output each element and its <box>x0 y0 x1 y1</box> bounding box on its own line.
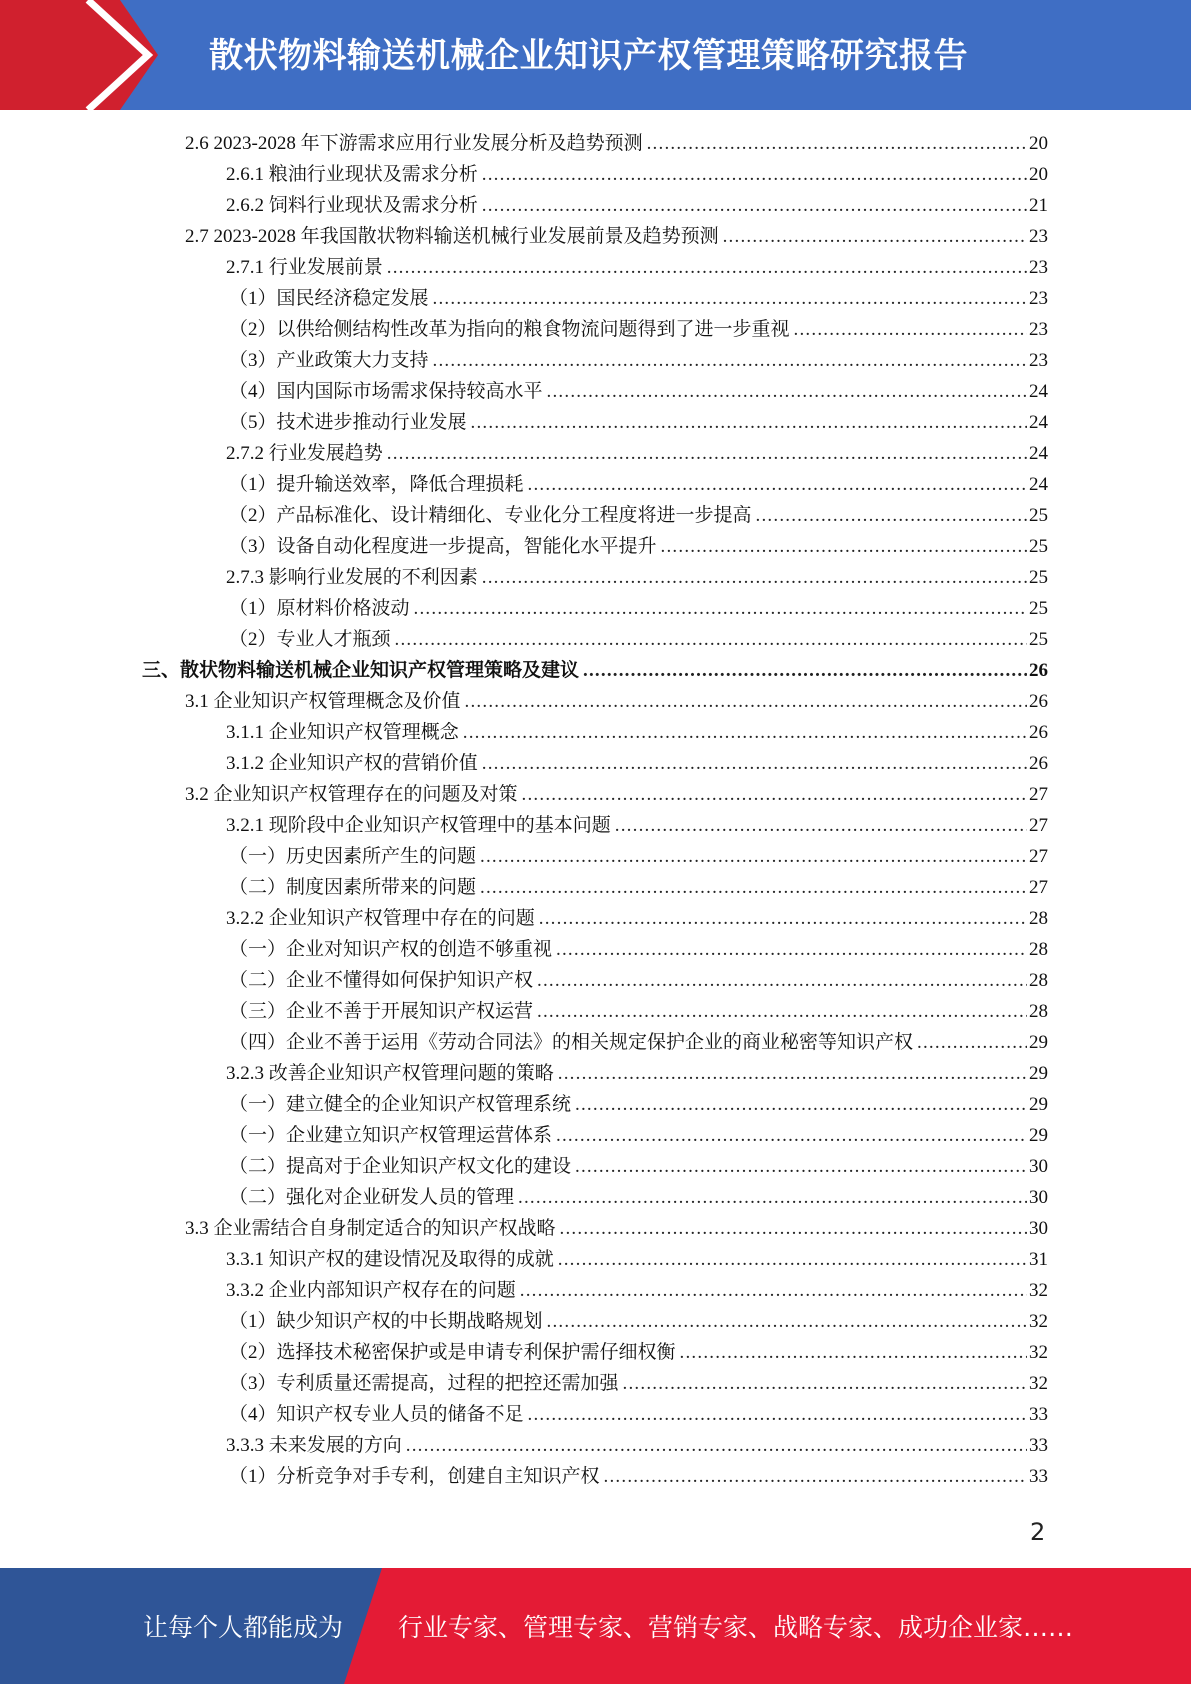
toc-dot-leader <box>471 407 1027 438</box>
footer-slogan-left: 让每个人都能成为 <box>143 1613 344 1642</box>
toc-entry-page: 23 <box>1029 319 1048 340</box>
toc-entry-title: （二）强化对企业研发人员的管理 <box>229 1187 515 1208</box>
toc-dot-leader <box>528 469 1027 500</box>
toc-dot-leader <box>480 872 1027 903</box>
toc-dot-leader <box>537 965 1027 996</box>
toc-entry-title: 2.6.1 粮油行业现状及需求分析 <box>226 164 478 185</box>
toc-dot-leader <box>406 1430 1027 1461</box>
toc-dot-leader <box>482 190 1027 221</box>
toc-entry-title: （1）国民经济稳定发展 <box>229 288 429 309</box>
toc-entry[interactable] <box>226 810 1048 841</box>
toc-dot-leader <box>560 1213 1027 1244</box>
toc-dot-leader <box>395 624 1027 655</box>
toc-entry[interactable] <box>229 407 1048 438</box>
toc-entry[interactable] <box>229 1368 1048 1399</box>
toc-dot-leader <box>547 376 1027 407</box>
toc-entry-page: 25 <box>1029 567 1048 588</box>
toc-entry[interactable] <box>229 996 1048 1027</box>
toc-entry[interactable] <box>229 1306 1048 1337</box>
toc-entry-page: 26 <box>1029 691 1048 712</box>
toc-entry-page: 28 <box>1029 970 1048 991</box>
toc-dot-leader <box>518 1182 1027 1213</box>
toc-entry-page: 29 <box>1029 1063 1048 1084</box>
toc-dot-leader <box>433 345 1027 376</box>
toc-entry-title: 3.1.1 企业知识产权管理概念 <box>226 722 459 743</box>
toc-entry[interactable] <box>185 1213 1048 1244</box>
toc-entry[interactable] <box>229 1399 1048 1430</box>
toc-dot-leader <box>615 810 1027 841</box>
toc-dot-leader <box>463 717 1027 748</box>
toc-entry-page: 20 <box>1029 133 1048 154</box>
toc-entry-page: 24 <box>1029 381 1048 402</box>
toc-entry-title: 3.3 企业需结合自身制定适合的知识产权战略 <box>185 1218 556 1239</box>
toc-entry-title: 3.2 企业知识产权管理存在的问题及对策 <box>185 784 518 805</box>
toc-entry-title: （3）专利质量还需提高，过程的把控还需加强 <box>229 1373 619 1394</box>
toc-dot-leader <box>680 1337 1027 1368</box>
toc-entry-title: 3.3.1 知识产权的建设情况及取得的成就 <box>226 1249 554 1270</box>
toc-entry-page: 32 <box>1029 1280 1048 1301</box>
toc-entry[interactable] <box>185 221 1048 252</box>
toc-dot-leader <box>387 252 1027 283</box>
toc-entry[interactable] <box>229 1120 1048 1151</box>
toc-entry[interactable] <box>229 624 1048 655</box>
toc-entry-title: （5）技术进步推动行业发展 <box>229 412 467 433</box>
toc-dot-leader <box>433 283 1027 314</box>
toc-entry-page: 27 <box>1029 784 1048 805</box>
toc-entry-page: 32 <box>1029 1342 1048 1363</box>
toc-entry-title: 3.3.2 企业内部知识产权存在的问题 <box>226 1280 516 1301</box>
toc-entry-title: （一）历史因素所产生的问题 <box>229 846 477 867</box>
toc-entry[interactable] <box>229 1027 1048 1058</box>
toc-entry-title: （1）原材料价格波动 <box>229 598 410 619</box>
toc-entry-page: 28 <box>1029 1001 1048 1022</box>
toc-entry[interactable] <box>229 1151 1048 1182</box>
toc-entry[interactable] <box>226 1275 1048 1306</box>
toc-entry-title: （3）产业政策大力支持 <box>229 350 429 371</box>
toc-entry[interactable] <box>229 965 1048 996</box>
toc-entry[interactable] <box>229 593 1048 624</box>
toc-dot-leader <box>522 779 1027 810</box>
toc-entry-page: 23 <box>1029 226 1048 247</box>
toc-dot-leader <box>465 686 1027 717</box>
toc-entry-title: （四）企业不善于运用《劳动合同法》的相关规定保护企业的商业秘密等知识产权 <box>229 1032 914 1053</box>
toc-entry-page: 30 <box>1029 1187 1048 1208</box>
toc-dot-leader <box>528 1399 1027 1430</box>
toc-dot-leader <box>604 1461 1027 1492</box>
toc-entry-page: 27 <box>1029 815 1048 836</box>
toc-entry-page: 30 <box>1029 1156 1048 1177</box>
toc-entry-title: （1）缺少知识产权的中长期战略规划 <box>229 1311 543 1332</box>
toc-dot-leader <box>539 903 1027 934</box>
toc-entry-title: （3）设备自动化程度进一步提高，智能化水平提升 <box>229 536 657 557</box>
toc-entry-page: 23 <box>1029 257 1048 278</box>
toc-entry-page: 33 <box>1029 1404 1048 1425</box>
toc-dot-leader <box>480 841 1027 872</box>
toc-entry-title: 2.7 2023-2028 年我国散状物料输送机械行业发展前景及趋势预测 <box>185 226 719 247</box>
toc-dot-leader <box>794 314 1027 345</box>
toc-dot-leader <box>623 1368 1027 1399</box>
toc-entry-page: 25 <box>1029 505 1048 526</box>
toc-entry[interactable] <box>229 1182 1048 1213</box>
toc-dot-leader <box>583 655 1027 686</box>
toc-entry[interactable] <box>229 500 1048 531</box>
toc-entry[interactable] <box>229 841 1048 872</box>
toc-entry[interactable] <box>229 1089 1048 1120</box>
toc-entry-title: 3.2.3 改善企业知识产权管理问题的策略 <box>226 1063 554 1084</box>
toc-entry-page: 25 <box>1029 536 1048 557</box>
toc-entry-page: 20 <box>1029 164 1048 185</box>
toc-entry[interactable] <box>226 748 1048 779</box>
toc-dot-leader <box>414 593 1027 624</box>
toc-entry[interactable] <box>229 531 1048 562</box>
toc-entry-title: （二）提高对于企业知识产权文化的建设 <box>229 1156 572 1177</box>
toc-entry-page: 33 <box>1029 1466 1048 1487</box>
document-title: 散状物料输送机械企业知识产权管理策略研究报告 <box>209 36 968 76</box>
toc-dot-leader <box>482 748 1027 779</box>
toc-entry[interactable] <box>229 934 1048 965</box>
header-red-chevron <box>0 0 158 110</box>
toc-entry[interactable] <box>226 1430 1048 1461</box>
toc-entry-title: 2.6 2023-2028 年下游需求应用行业发展分析及趋势预测 <box>185 133 643 154</box>
footer-slogan-right: 行业专家、管理专家、营销专家、战略专家、成功企业家…… <box>398 1613 1074 1642</box>
toc-entry-page: 26 <box>1029 722 1048 743</box>
toc-entry-page: 30 <box>1029 1218 1048 1239</box>
toc-dot-leader <box>558 1244 1027 1275</box>
toc-dot-leader <box>547 1306 1027 1337</box>
toc-entry-title: 2.7.1 行业发展前景 <box>226 257 383 278</box>
toc-entry-page: 29 <box>1029 1032 1048 1053</box>
toc-dot-leader <box>387 438 1027 469</box>
toc-entry[interactable] <box>226 1058 1048 1089</box>
toc-entry-title: （4）国内国际市场需求保持较高水平 <box>229 381 543 402</box>
toc-entry-title: （2）产品标准化、设计精细化、专业化分工程度将进一步提高 <box>229 505 752 526</box>
toc-dot-leader <box>661 531 1027 562</box>
toc-entry-title: （二）企业不懂得如何保护知识产权 <box>229 970 534 991</box>
toc-entry-title: 2.6.2 饲料行业现状及需求分析 <box>226 195 478 216</box>
toc-entry-page: 24 <box>1029 474 1048 495</box>
toc-entry[interactable] <box>185 128 1048 159</box>
toc-dot-leader <box>482 159 1027 190</box>
toc-entry-title: （三）企业不善于开展知识产权运营 <box>229 1001 534 1022</box>
toc-entry-page: 23 <box>1029 350 1048 371</box>
toc-entry-page: 26 <box>1029 753 1048 774</box>
toc-entry-page: 33 <box>1029 1435 1048 1456</box>
toc-entry[interactable] <box>142 655 1048 686</box>
toc-entry[interactable] <box>226 717 1048 748</box>
toc-entry[interactable] <box>229 314 1048 345</box>
toc-entry[interactable] <box>229 1461 1048 1492</box>
toc-entry[interactable] <box>185 779 1048 810</box>
toc-entry[interactable] <box>229 283 1048 314</box>
toc-entry-title: （2）专业人才瓶颈 <box>229 629 391 650</box>
toc-entry-page: 29 <box>1029 1125 1048 1146</box>
toc-entry-title: （一）企业对知识产权的创造不够重视 <box>229 939 553 960</box>
toc-entry-page: 29 <box>1029 1094 1048 1115</box>
toc-entry[interactable] <box>226 438 1048 469</box>
toc-entry[interactable] <box>229 469 1048 500</box>
toc-entry-title: 2.7.2 行业发展趋势 <box>226 443 383 464</box>
toc-entry-title: （1）提升输送效率，降低合理损耗 <box>229 474 524 495</box>
toc-entry-page: 25 <box>1029 629 1048 650</box>
toc-entry[interactable] <box>226 252 1048 283</box>
toc-entry-page: 28 <box>1029 939 1048 960</box>
toc-entry-page: 21 <box>1029 195 1048 216</box>
toc-entry-page: 32 <box>1029 1373 1048 1394</box>
toc-dot-leader <box>917 1027 1027 1058</box>
toc-entry[interactable] <box>229 376 1048 407</box>
toc-entry[interactable] <box>185 686 1048 717</box>
toc-entry-title: （2）选择技术秘密保护或是申请专利保护需仔细权衡 <box>229 1342 676 1363</box>
footer-banner <box>0 1568 1191 1684</box>
toc-entry-page: 24 <box>1029 412 1048 433</box>
toc-entry-title: （2）以供给侧结构性改革为指向的粮食物流问题得到了进一步重视 <box>229 319 790 340</box>
toc-entry-page: 23 <box>1029 288 1048 309</box>
toc-dot-leader <box>558 1058 1027 1089</box>
toc-entry[interactable] <box>226 159 1048 190</box>
toc-entry-title: 3.2.2 企业知识产权管理中存在的问题 <box>226 908 535 929</box>
toc-dot-leader <box>537 996 1027 1027</box>
toc-entry[interactable] <box>226 903 1048 934</box>
header-banner <box>0 0 1191 110</box>
toc-entry-title: （4）知识产权专业人员的储备不足 <box>229 1404 524 1425</box>
toc-entry[interactable] <box>226 562 1048 593</box>
toc-dot-leader <box>756 500 1027 531</box>
toc-entry-page: 31 <box>1029 1249 1048 1270</box>
toc-entry-page: 26 <box>1029 660 1048 681</box>
toc-entry-title: （一）建立健全的企业知识产权管理系统 <box>229 1094 572 1115</box>
toc-entry-page: 24 <box>1029 443 1048 464</box>
toc-entry[interactable] <box>229 872 1048 903</box>
toc-entry[interactable] <box>229 345 1048 376</box>
toc-entry-page: 27 <box>1029 846 1048 867</box>
toc-dot-leader <box>723 221 1027 252</box>
toc-dot-leader <box>575 1151 1027 1182</box>
toc-entry[interactable] <box>226 190 1048 221</box>
toc-entry-page: 32 <box>1029 1311 1048 1332</box>
toc-dot-leader <box>647 128 1027 159</box>
toc-entry-title: （二）制度因素所带来的问题 <box>229 877 477 898</box>
toc-entry-title: 三、散状物料输送机械企业知识产权管理策略及建议 <box>142 660 580 681</box>
toc-entry-page: 28 <box>1029 908 1048 929</box>
toc-entry-title: 3.3.3 未来发展的方向 <box>226 1435 402 1456</box>
toc-entry[interactable] <box>226 1244 1048 1275</box>
toc-entry-title: 3.1.2 企业知识产权的营销价值 <box>226 753 478 774</box>
toc-entry-title: （1）分析竞争对手专利，创建自主知识产权 <box>229 1466 600 1487</box>
toc-entry-title: （一）企业建立知识产权管理运营体系 <box>229 1125 553 1146</box>
toc-dot-leader <box>556 934 1027 965</box>
toc-entry[interactable] <box>229 1337 1048 1368</box>
toc-entry-title: 3.2.1 现阶段中企业知识产权管理中的基本问题 <box>226 815 611 836</box>
toc-dot-leader <box>575 1089 1027 1120</box>
toc-dot-leader <box>520 1275 1027 1306</box>
toc-dot-leader <box>556 1120 1027 1151</box>
toc-dot-leader <box>482 562 1027 593</box>
page-number: 2 <box>1030 1518 1046 1546</box>
toc-entry-title: 3.1 企业知识产权管理概念及价值 <box>185 691 461 712</box>
toc-entry-page: 27 <box>1029 877 1048 898</box>
toc-entry-title: 2.7.3 影响行业发展的不利因素 <box>226 567 478 588</box>
toc-entry-page: 25 <box>1029 598 1048 619</box>
